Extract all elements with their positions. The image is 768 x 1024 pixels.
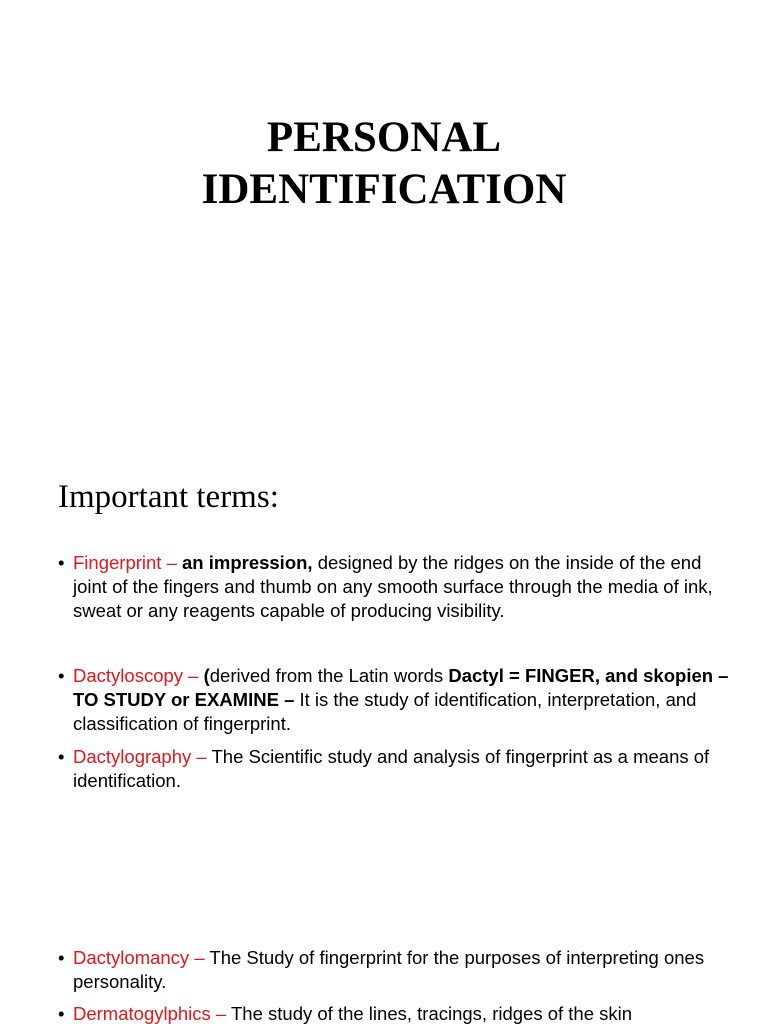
term-bold-b: Dactyl = FINGER, and skopien – TO STUDY or EXAMINE – (73, 665, 729, 710)
term-definition-c: It is the study of identification, interpretation, and classification of fingerprint. (73, 689, 697, 734)
term-bold-lead: an impression, (176, 552, 313, 573)
term-bold-paren: ( (198, 665, 210, 686)
term-fingerprint (58, 551, 738, 623)
term-name: Fingerprint – (73, 552, 177, 573)
term-name: Dactyloscopy – (73, 665, 199, 686)
term-dermatogylphics (58, 1002, 738, 1024)
title-line-1: PERSONAL (266, 114, 502, 161)
term-name: Dactylography – (73, 746, 207, 767)
page-title (0, 112, 768, 216)
title-line-2: IDENTIFICATION (201, 166, 567, 213)
term-name: Dactylomancy – (73, 947, 205, 968)
bullet: • (58, 947, 65, 968)
term-definition: designed by the ridges on the inside of the end joint of the fingers and thumb on any smooth surface through the media of ink, sweat or any reagents capable of producing visibility. (73, 552, 713, 621)
term-body (73, 946, 738, 994)
term-definition: The study of the lines, tracings, ridges of the skin (226, 1003, 633, 1024)
term-body (73, 1002, 738, 1024)
term-definition: The Scientific study and analysis of fingerprint as a means of identification. (73, 746, 710, 791)
section-heading: Important terms: (58, 479, 279, 515)
term-name: Dermatogylphics – (73, 1003, 227, 1024)
term-body (73, 664, 738, 736)
bullet: • (58, 746, 65, 767)
term-dactylography (58, 745, 738, 793)
bullet: • (58, 1003, 65, 1024)
bullet: • (58, 665, 65, 686)
bullet: • (58, 552, 65, 573)
term-dactylomancy (58, 946, 738, 994)
term-body (73, 551, 738, 623)
term-definition: The Study of fingerprint for the purposes of interpreting ones personality. (73, 947, 705, 992)
term-definition-a: derived from the Latin words (209, 665, 449, 686)
term-body (73, 745, 738, 793)
term-dactyloscopy (58, 664, 738, 736)
